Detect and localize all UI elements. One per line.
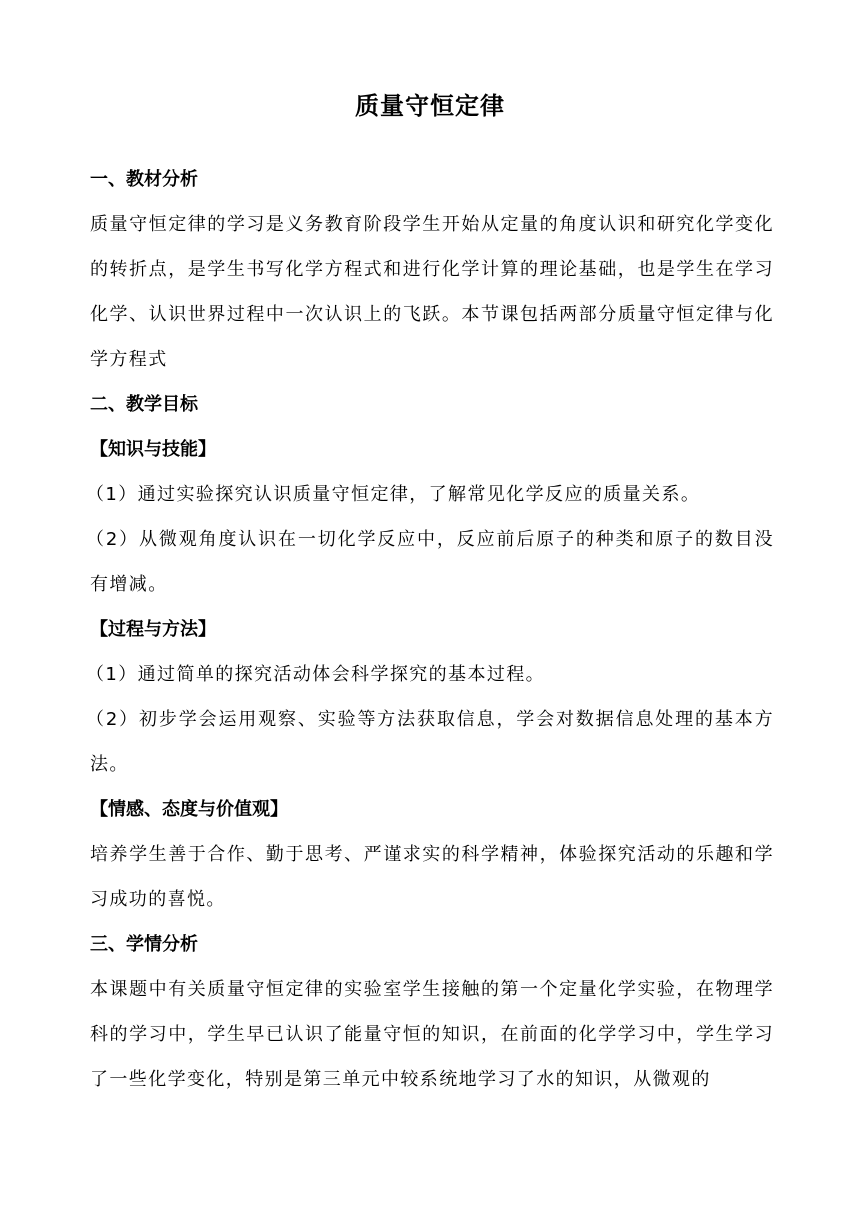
section-heading-textbook-analysis: 一、教材分析 xyxy=(90,169,198,190)
document-body xyxy=(86,157,774,1102)
process-item-2: （2）初步学会运用观察、实验等方法获取信息，学会对数据信息处理的基本方法。 xyxy=(86,709,774,775)
knowledge-item-1: （1）通过实验探究认识质量守恒定律，了解常见化学反应的质量关系。 xyxy=(86,484,701,505)
emotion-values-paragraph: 培养学生善于合作、勤于思考、严谨求实的科学精神，体验探究活动的乐趣和学习成功的喜悦。 xyxy=(90,844,774,910)
process-item-1: （1）通过简单的探究活动体会科学探究的基本过程。 xyxy=(86,664,546,685)
student-analysis-paragraph: 本课题中有关质量守恒定律的实验室学生接触的第一个定量化学实验，在物理学科的学习中，学生早已认识了能量守恒的知识，在前面的化学学习中，学生学习了一些化学变化，特别是第三单元中较系统地学习了水的知识，从微观的 xyxy=(90,979,774,1090)
section-heading-teaching-goals: 二、教学目标 xyxy=(90,394,198,415)
textbook-analysis-paragraph: 质量守恒定律的学习是义务教育阶段学生开始从定量的角度认识和研究化学变化的转折点，是学生书写化学方程式和进行化学计算的理论基础，也是学生在学习化学、认识世界过程中一次认识上的飞跃。本节课包括两部分质量守恒定律与化学方程式 xyxy=(90,214,774,370)
document-title: 质量守恒定律 xyxy=(355,92,505,120)
subheading-process-methods: 【过程与方法】 xyxy=(90,619,216,640)
subheading-emotion-values: 【情感、态度与价值观】 xyxy=(90,799,288,820)
knowledge-item-2: （2）从微观角度认识在一切化学反应中，反应前后原子的种类和原子的数目没有增减。 xyxy=(86,529,774,595)
subheading-knowledge-skills: 【知识与技能】 xyxy=(90,439,216,460)
section-heading-student-analysis: 三、学情分析 xyxy=(90,934,198,955)
